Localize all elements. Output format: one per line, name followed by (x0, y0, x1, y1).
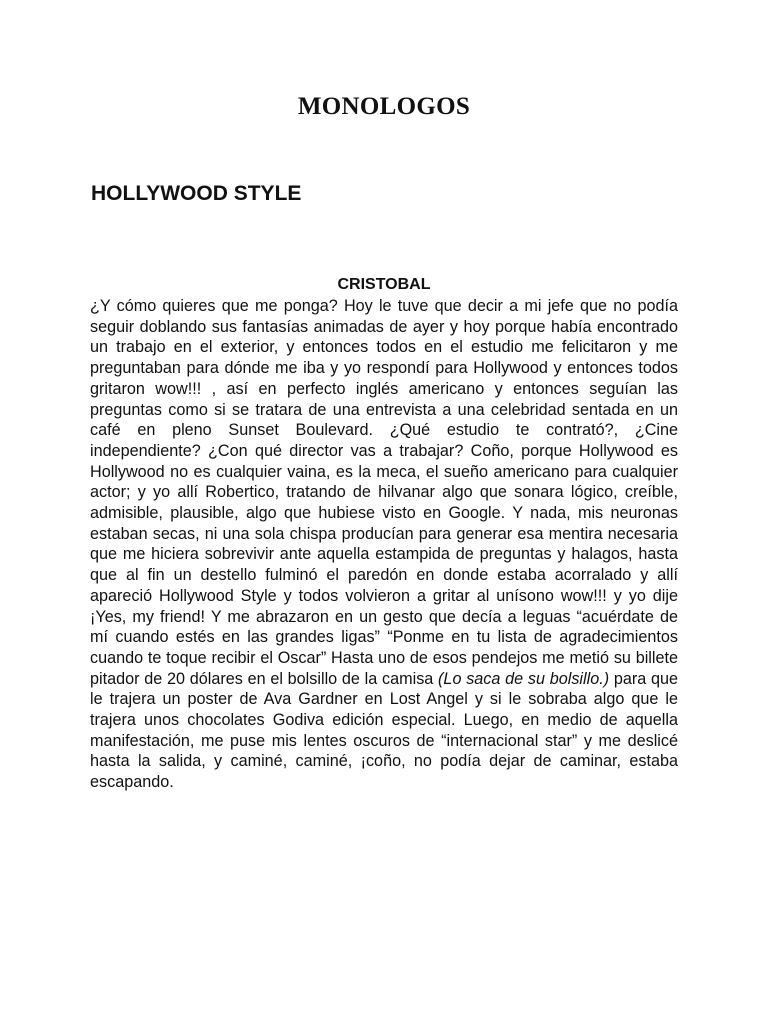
section-title: HOLLYWOOD STYLE (91, 182, 302, 205)
character-name: CRISTOBAL (337, 276, 431, 293)
document-title: MONOLOGOS (297, 93, 471, 120)
monologue-paragraph (90, 296, 678, 793)
monologue-text-part2: para que le trajera un poster de Ava Gardner en Lost Angel y si le sobraba algo que le trajera unos chocolates Godiva edición especial. Luego, en medio de aquella manifestación, me puse mis lentes oscuros de “internacional star” y me deslicé hasta la salida, y caminé, caminé, ¡coño, no podía dejar de caminar, estaba escapando. (90, 669, 679, 792)
stage-direction: (Lo saca de su bolsillo.) (438, 669, 610, 688)
monologue-text-part1: ¿Y cómo quieres que me ponga? Hoy le tuve que decir a mi jefe que no podía seguir doblando sus fantasías animadas de ayer y hoy porque había encontrado un trabajo en el exterior, y entonces todos en el estudio me felicitaron y me preguntaban para dónde me iba y yo respondí para Hollywood y entonces todos gritaron wow!!! , así en perfecto inglés americano y entonces seguían las preguntas como si se tratara de una entrevista a una celebridad sentada en un café en pleno Sunset Boulevard. ¿Qué estudio te contrató?, ¿Cine independiente? ¿Con qué director vas a trabajar? Coño, porque Hollywood es Hollywood no es cualquier vaina, es la meca, el sueño americano para cualquier actor; y yo allí Robertico, tratando de hilvanar algo que sonara lógico, creíble, admisible, plausible, algo que hubiese visto en Google. Y nada, mis neuronas estaban secas, ni una sola chispa producían para generar esa mentira necesaria que me hiciera sobrevivir ante aquella estampida de preguntas y halagos, hasta que al fin un destello fulminó el paredón en donde estaba acorralado y allí apareció Hollywood Style y todos volvieron a gritar al unísono wow!!! y yo dije ¡Yes, my friend! Y me abrazaron en un gesto que decía a leguas “acuérdate de mí cuando estés en las grandes ligas” “Ponme en tu lista de agradecimientos cuando te toque recibir el Oscar” Hasta uno de esos pendejos me metió su billete pitador de 20 dólares en el bolsillo de la camisa (90, 297, 678, 688)
